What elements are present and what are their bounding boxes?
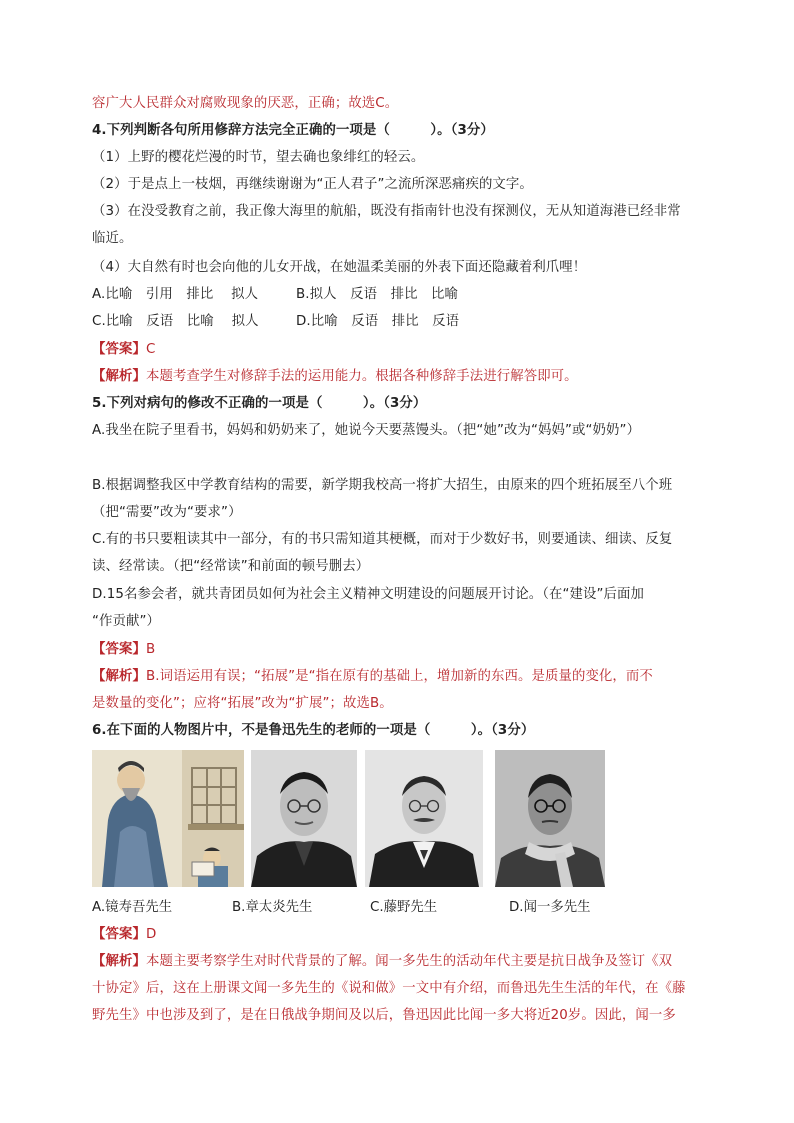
analysis-label: 【解析】 (92, 369, 146, 384)
q4-sentence-2: （2）于是点上一枝烟，再继续谢谢为“正人君子”之流所深恶痛疾的文字。 (92, 177, 533, 192)
q5-analysis-cont: 是数量的变化”；应将“拓展”改为“扩展”；故选B。 (92, 696, 393, 711)
answer-label: 【答案】 (92, 927, 146, 942)
q4-sentence-4: （4）大自然有时也会向他的儿女开战，在她温柔美丽的外表下面还隐藏着利爪哩！ (92, 260, 587, 275)
analysis-text: 本题考查学生对修辞手法的运用能力。根据各种修辞手法进行解答即可。 (145, 369, 578, 384)
q5-option-b-cont: （把“需要”改为“要求”） (92, 505, 242, 520)
q5-analysis (92, 667, 712, 687)
caption-a: A.镜寿吾先生 (92, 900, 173, 915)
q4-option-a: A.比喻 引用 排比 拟人 (92, 287, 259, 302)
q4-sentence-3-cont: 临近。 (92, 231, 133, 246)
portrait-b-photo (251, 750, 357, 887)
q4-option-d: D.比喻 反语 排比 反语 (296, 314, 460, 329)
q5-option-b: B.根据调整我区中学教育结构的需要，新学期我校高一将扩大招生，由原来的四个班拓展至八个班 (92, 478, 673, 493)
caption-b: B.章太炎先生 (232, 900, 313, 915)
caption-c: C.藤野先生 (370, 900, 438, 915)
question-4-stem: 4.下列判断各句所用修辞方法完全正确的一项是（ ）。（3分） (92, 123, 494, 138)
analysis-label: 【解析】 (92, 669, 146, 684)
q4-analysis (92, 367, 712, 387)
question-5-stem: 5.下列对病句的修改不正确的一项是（ ）。（3分） (92, 396, 427, 411)
caption-d: D.闻一多先生 (509, 900, 591, 915)
answer-label: 【答案】 (92, 342, 146, 357)
q5-answer (92, 640, 712, 660)
q4-sentence-3: （3）在没受教育之前，我正像大海里的航船，既没有指南针也没有探测仪，无从知道海港已经非常 (92, 204, 681, 219)
answer-value: B (145, 642, 156, 657)
analysis-text: B.词语运用有误；“拓展”是“指在原有的基础上，增加新的东西。是质量的变化，而不 (145, 669, 653, 684)
q6-answer (92, 925, 712, 945)
answer-value: D (145, 927, 157, 942)
portrait-c-photo (365, 750, 483, 887)
q5-option-c-cont: 读、经常读。（把“经常读”和前面的顿号删去） (92, 559, 370, 574)
previous-answer-fragment: 容广大人民群众对腐败现象的厌恶，正确；故选C。 (92, 96, 399, 111)
q6-analysis-cont-2: 野先生》中也涉及到了，是在日俄战争期间及以后，鲁迅因此比闻一多大将近20岁。因此，闻一多 (92, 1008, 676, 1023)
analysis-label: 【解析】 (92, 954, 146, 969)
q4-sentence-1: （1）上野的樱花烂漫的时节，望去确也象绯红的轻云。 (92, 150, 425, 165)
q6-analysis (92, 952, 712, 972)
q5-option-a: A.我坐在院子里看书，妈妈和奶奶来了，她说今天要蒸馒头。（把“她”改为“妈妈”或“奶奶”） (92, 423, 641, 438)
q5-option-d-cont: “作贡献”） (92, 614, 161, 629)
answer-label: 【答案】 (92, 642, 146, 657)
q6-analysis-cont-1: 十协定》后，这在上册课文闻一多先生的《说和做》一文中有介绍，而鲁迅先生生活的年代，在《藤 (92, 981, 686, 996)
q4-option-c: C.比喻 反语 比喻 拟人 (92, 314, 259, 329)
q5-option-c: C.有的书只要粗读其中一部分，有的书只需知道其梗概，而对于少数好书，则要通读、细读、反复 (92, 532, 673, 547)
portrait-d-photo (495, 750, 605, 887)
q5-option-d: D.15名参会者，就共青团员如何为社会主义精神文明建设的问题展开讨论。（在“建设”后面加 (92, 587, 645, 602)
q4-answer (92, 340, 712, 360)
portrait-a-image (92, 750, 244, 887)
answer-value: C (145, 342, 156, 357)
question-6-stem: 6.在下面的人物图片中，不是鲁迅先生的老师的一项是（ ）。（3分） (92, 723, 535, 738)
q4-option-b: B.拟人 反语 排比 比喻 (296, 287, 459, 302)
analysis-text: 本题主要考察学生对时代背景的了解。闻一多先生的活动年代主要是抗日战争及签订《双 (145, 954, 673, 969)
